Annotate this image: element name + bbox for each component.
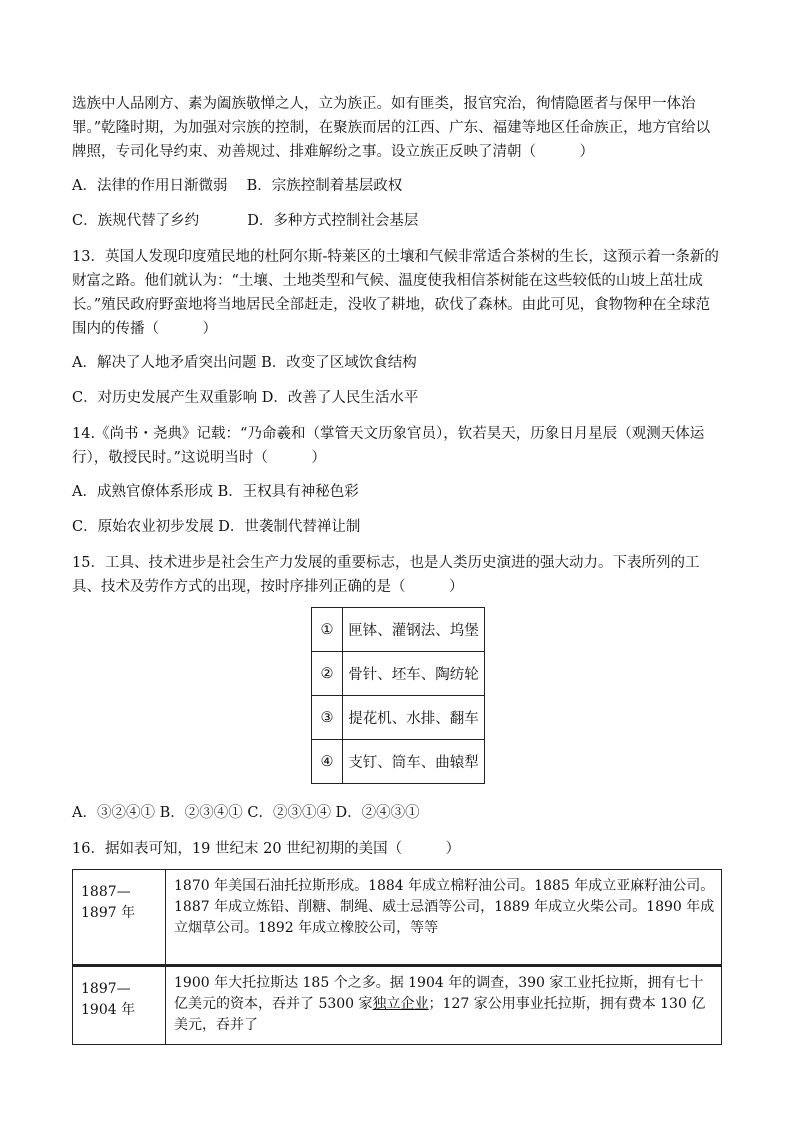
content-cell: 1870 年美国石油托拉斯形成。1884 年成立棉籽油公司。1885 年成立亚麻籽油公司。1887 年成立炼铅、削糖、制绳、威士忌酒等公司，1889 年成立火柴公司。1890 年成立烟草公司。1892 年成立橡胶公司，等等: [166, 870, 722, 966]
table-row: [312, 740, 485, 784]
row-number: ③: [312, 696, 343, 740]
q15-table: [311, 607, 485, 784]
q14-options-cd: C．原始农业初步发展 D．世袭制代替禅让制: [72, 519, 361, 535]
q16-stem: 16．据如表可知，19 世纪末 20 世纪初期的美国（ ）: [72, 841, 461, 857]
q14-options-ab: A．成熟官僚体系形成 B．王权具有神秘色彩: [72, 484, 359, 500]
table-row: [73, 870, 722, 966]
row-number: ②: [312, 652, 343, 696]
table-row: [73, 966, 722, 1045]
q12-stem: 选族中人品刚方、素为阖族敬惮之人，立为族正。如有匪类，报官究治，徇情隐匿者与保甲一体治罪。”乾隆时期，为加强对宗族的控制，在聚族而居的江西、广东、福建等地区任命族正，地方官给以牌照，专司化导约束、劝善规过、排难解纷之事。设立族正反映了清朝（ ）: [72, 96, 711, 160]
table-row: [312, 696, 485, 740]
period-cell: 1887— 1897 年: [73, 870, 166, 966]
q13-options-cd: C．对历史发展产生双重影响 D．改善了人民生活水平: [72, 390, 419, 406]
table-row: [312, 652, 485, 696]
row-items: 支钉、筒车、曲辕犁: [343, 740, 485, 784]
q13-stem: 13．英国人发现印度殖民地的杜阿尔斯-特莱区的土壤和气候非常适合茶树的生长，这预示着一条新的财富之路。他们就认为：“土壤、土地类型和气候、温度使我相信茶树能在这些较低的山坡上茁壮成长。”殖民政府野蛮地将当地居民全部赶走，没收了耕地，砍伐了森林。由此可见，食物物种在全球范围内的传播（ ）: [72, 249, 719, 337]
content-cell: [166, 966, 722, 1045]
period-cell: 1897— 1904 年: [73, 966, 166, 1045]
table-row: [312, 608, 485, 652]
q12-options-cd: C．族规代替了乡约 D．多种方式控制社会基层: [72, 213, 419, 229]
row-items: 提花机、水排、翻车: [343, 696, 485, 740]
q15-table-wrap: [72, 607, 724, 784]
content-part: 1900 年大托拉斯达 185 个之多。据 1904 年的调查，390 家工业托拉斯，拥有七十亿美元的资本，吞并了 5300 家: [174, 975, 704, 1012]
q14-stem: 14.《尚书・尧典》记载：“乃命羲和（掌管天文历象官员），钦若昊天，历象日月星辰（观测天体运行），敬授民时。”这说明当时（ ）: [72, 426, 705, 466]
exam-page: [72, 92, 724, 1045]
row-number: ④: [312, 740, 343, 784]
q15-stem: 15．工具、技术进步是社会生产力发展的重要标志，也是人类历史演进的强大动力。下表所列的工具、技术及劳作方式的出现，按时序排列正确的是（ ）: [72, 555, 700, 595]
row-number: ①: [312, 608, 343, 652]
q16-table: [72, 869, 722, 1045]
q15-options: A．③②④① B．②③④① C．②③①④ D．②④③①: [72, 805, 420, 821]
q13-options-ab: A．解决了人地矛盾突出问题 B．改变了区域饮食结构: [72, 355, 417, 371]
content-part: ；127 家公用事业托拉斯，拥有费本 130 亿美元，吞并了: [174, 996, 706, 1033]
q12-options-ab: A．法律的作用日渐微弱 B．宗族控制着基层政权: [72, 178, 403, 194]
row-items: 匣钵、灌钢法、坞堡: [343, 608, 485, 652]
row-items: 骨针、坯车、陶纺轮: [343, 652, 485, 696]
underlined-text: 独立企业: [372, 996, 429, 1012]
